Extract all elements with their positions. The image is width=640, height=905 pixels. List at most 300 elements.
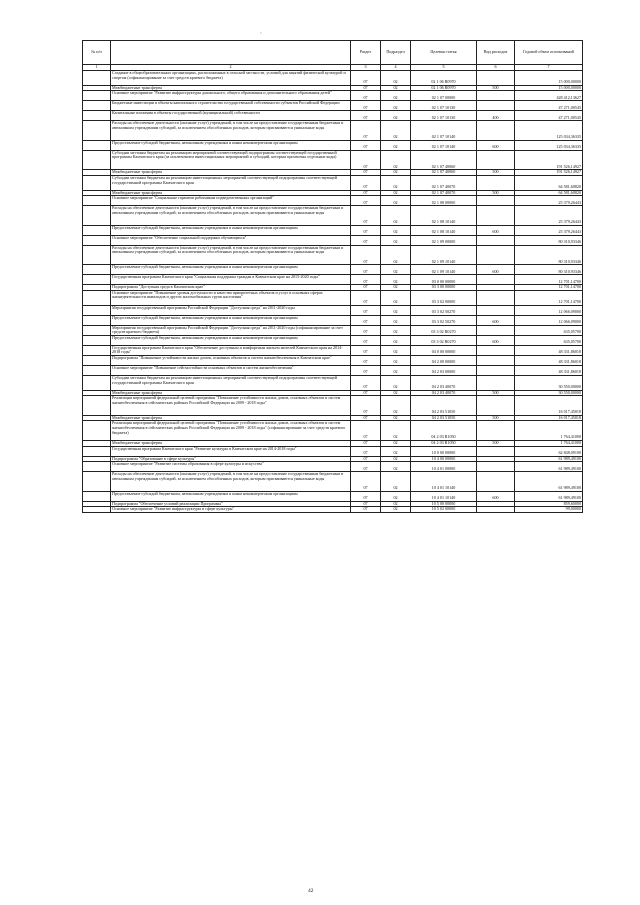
row-section: 07 xyxy=(351,170,381,176)
row-subsection: 02 xyxy=(381,111,411,121)
row-subsection: 02 xyxy=(381,91,411,101)
row-section: 07 xyxy=(351,315,381,325)
row-subsection: 02 xyxy=(381,121,411,141)
row-number-cell xyxy=(83,101,111,111)
row-number-cell xyxy=(83,245,111,265)
row-expense-type xyxy=(477,345,515,355)
row-expense-type: 400 xyxy=(477,111,515,121)
row-amount: 64 581,60820 xyxy=(515,190,583,196)
row-section: 07 xyxy=(351,507,381,513)
row-expense-type xyxy=(477,91,515,101)
table-row xyxy=(83,315,583,325)
table-row xyxy=(83,140,583,150)
row-target: 10 0 00 00000 xyxy=(411,446,477,456)
row-subsection: 02 xyxy=(381,265,411,275)
row-target: 02 1 07 40070 xyxy=(411,175,477,190)
row-name: Предоставление субсидий бюджетным, автономным учреждениям и иным некоммерческим организациям xyxy=(111,315,351,325)
row-expense-type xyxy=(477,121,515,141)
row-amount: 635,05700 xyxy=(515,325,583,335)
row-target: 02 1 07 10140 xyxy=(411,121,477,141)
row-number-cell xyxy=(83,121,111,141)
row-subsection: 02 xyxy=(381,507,411,513)
row-number-cell xyxy=(83,91,111,101)
row-section: 07 xyxy=(351,325,381,335)
row-amount: 48 331,86018 xyxy=(515,345,583,355)
row-name: Расходы на обеспечение деятельности (оказание услуг) учреждений, в том числе на предоставление государственным бюджетным и автономным учреждениям субсидий, за исключением обособленных расходов, которым присваиваются уникальные коды xyxy=(111,206,351,226)
table-row xyxy=(83,206,583,226)
row-target: 03 3 02 50270 xyxy=(411,315,477,325)
row-name: Основное мероприятие "Развитие системы образования в сфере культуры и искусства" xyxy=(111,462,351,472)
table-row xyxy=(83,507,583,513)
row-target: 02 1 08 10140 xyxy=(411,225,477,235)
row-section: 07 xyxy=(351,305,381,315)
table-row xyxy=(83,175,583,190)
row-subsection: 02 xyxy=(381,415,411,421)
row-name: Субсидии местным бюджетам на реализацию инвестиционных мероприятий соответствующей подпрограммы соответствующей государственной программы Камчатского края xyxy=(111,376,351,391)
row-name: Основное мероприятие "Развитие инфраструктуры в сфере культуры" xyxy=(111,507,351,513)
row-amount: 48 331,86018 xyxy=(515,366,583,376)
header-expense-type: Вид расходов xyxy=(477,41,515,65)
row-target: 03 3 02 00000 xyxy=(411,290,477,305)
row-section: 07 xyxy=(351,396,381,416)
row-expense-type: 500 xyxy=(477,390,515,396)
row-target: 04 2 03 40070 xyxy=(411,376,477,391)
row-section: 07 xyxy=(351,366,381,376)
table-row xyxy=(83,421,583,441)
row-subsection: 02 xyxy=(381,456,411,462)
row-expense-type xyxy=(477,305,515,315)
row-expense-type xyxy=(477,376,515,391)
row-amount: 1 764,41000 xyxy=(515,440,583,446)
row-amount: 25 379,26443 xyxy=(515,206,583,226)
row-subsection: 02 xyxy=(381,101,411,111)
row-amount: 80 310,93346 xyxy=(515,235,583,245)
table-row xyxy=(83,446,583,456)
row-section: 07 xyxy=(351,175,381,190)
row-subsection: 02 xyxy=(381,71,411,86)
row-number-cell xyxy=(83,175,111,190)
row-subsection: 02 xyxy=(381,325,411,335)
row-name: Субсидии местным бюджетам на реализацию мероприятий соответствующей подпрограммы соответствующей государственной программы Камчатского края (за исключением инвестиционных мероприятий и субсидий, которым присвоены отдельные коды) xyxy=(111,150,351,170)
column-number: 3 xyxy=(351,65,381,71)
row-number-cell xyxy=(83,275,111,285)
row-section: 07 xyxy=(351,456,381,462)
budget-body xyxy=(83,71,583,513)
row-number-cell xyxy=(83,491,111,501)
row-name: Основное мероприятие "Повышение уровня доступности и качества приоритетных объектов и услуг в основных сферах жизнедеятельности инвалидов и других маломобильных групп населения" xyxy=(111,290,351,305)
row-target: 04 2 03 51050 xyxy=(411,396,477,416)
row-amount: 191 526,14927 xyxy=(515,170,583,176)
row-section: 07 xyxy=(351,190,381,196)
row-section: 07 xyxy=(351,290,381,305)
row-subsection: 02 xyxy=(381,196,411,206)
row-name: Капитальные вложения в объекты государственной (муниципальной) собственности xyxy=(111,111,351,121)
row-number-cell xyxy=(83,462,111,472)
row-expense-type: 500 xyxy=(477,440,515,446)
table-row xyxy=(83,290,583,305)
row-amount: 12 066,09000 xyxy=(515,315,583,325)
row-amount: 16 017,45018 xyxy=(515,396,583,416)
row-name: Субсидии местным бюджетам на реализацию инвестиционных мероприятий соответствующей подпрограммы соответствующей государственной программы Камчатского края xyxy=(111,175,351,190)
header-amount: Годовой объем ассигнований xyxy=(515,41,583,65)
row-subsection: 02 xyxy=(381,285,411,291)
row-name: Расходы на обеспечение деятельности (оказание услуг) учреждений, в том числе на предоставление государственным бюджетным и автономным учреждениям субсидий, за исключением обособленных расходов, которым присваиваются уникальные коды xyxy=(111,472,351,492)
row-number-cell xyxy=(83,446,111,456)
row-number-cell xyxy=(83,111,111,121)
row-section: 07 xyxy=(351,111,381,121)
row-subsection: 02 xyxy=(381,356,411,366)
row-expense-type xyxy=(477,356,515,366)
row-amount: 25 379,26443 xyxy=(515,225,583,235)
table-row xyxy=(83,235,583,245)
column-number: 6 xyxy=(477,65,515,71)
row-amount: 47 271,00545 xyxy=(515,101,583,111)
row-amount: 64 581,60820 xyxy=(515,175,583,190)
row-subsection: 02 xyxy=(381,235,411,245)
column-number: 5 xyxy=(411,65,477,71)
row-section: 07 xyxy=(351,206,381,226)
row-subsection: 02 xyxy=(381,376,411,391)
header-section: Раздел xyxy=(351,41,381,65)
row-target: 02 1 06 R0970 xyxy=(411,71,477,86)
row-section: 07 xyxy=(351,101,381,111)
header-name xyxy=(111,41,351,65)
row-number-cell xyxy=(83,140,111,150)
row-section: 07 xyxy=(351,335,381,345)
row-target: 02 1 07 10130 xyxy=(411,111,477,121)
row-name: Подпрограмма "Доступная среда в Камчатском крае" xyxy=(111,285,351,291)
table-row xyxy=(83,462,583,472)
column-number: 4 xyxy=(381,65,411,71)
row-amount: 1 764,41000 xyxy=(515,421,583,441)
row-target: 10 5 02 00000 xyxy=(411,507,477,513)
row-amount: 30 550,00000 xyxy=(515,390,583,396)
row-target: 02 1 09 10140 xyxy=(411,245,477,265)
row-name: Основное мероприятие "Социальные гарантии работникам подведомственных организаций" xyxy=(111,196,351,206)
row-subsection: 02 xyxy=(381,335,411,345)
table-row xyxy=(83,366,583,376)
row-amount: 191 526,14927 xyxy=(515,150,583,170)
row-expense-type xyxy=(477,421,515,441)
row-section: 07 xyxy=(351,85,381,91)
row-section: 07 xyxy=(351,356,381,366)
table-row xyxy=(83,305,583,315)
row-name: Предоставление субсидий бюджетным, автономным учреждениям и иным некоммерческим организациям xyxy=(111,140,351,150)
row-number-cell xyxy=(83,196,111,206)
row-amount: 16 017,45018 xyxy=(515,415,583,421)
row-number-cell xyxy=(83,150,111,170)
row-number-cell xyxy=(83,335,111,345)
row-subsection: 02 xyxy=(381,491,411,501)
row-section: 07 xyxy=(351,265,381,275)
row-expense-type xyxy=(477,245,515,265)
row-subsection: 02 xyxy=(381,305,411,315)
row-subsection: 02 xyxy=(381,245,411,265)
table-row xyxy=(83,150,583,170)
row-subsection: 02 xyxy=(381,396,411,416)
row-expense-type xyxy=(477,366,515,376)
table-row xyxy=(83,472,583,492)
row-subsection: 02 xyxy=(381,345,411,355)
row-name: Межбюджетные трансферты xyxy=(111,190,351,196)
row-expense-type xyxy=(477,472,515,492)
row-target: 03 3 02 R0270 xyxy=(411,325,477,335)
row-subsection: 02 xyxy=(381,421,411,441)
row-amount: 61 989,49100 xyxy=(515,462,583,472)
row-section: 07 xyxy=(351,421,381,441)
row-number-cell xyxy=(83,507,111,513)
table-row xyxy=(83,325,583,335)
row-target: 02 1 07 40060 xyxy=(411,170,477,176)
row-number-cell xyxy=(83,235,111,245)
row-target: 04 2 03 R1050 xyxy=(411,440,477,446)
row-amount: 61 989,49100 xyxy=(515,491,583,501)
row-name: Бюджетные инвестиции в объекты капитального строительства государственной собственности субъектов Российской Федерации xyxy=(111,101,351,111)
row-target: 10 5 00 00000 xyxy=(411,501,477,507)
row-name: Предоставление субсидий бюджетным, автономным учреждениям и иным некоммерческим организациям xyxy=(111,491,351,501)
row-expense-type: 600 xyxy=(477,315,515,325)
row-amount: 62 848,09100 xyxy=(515,446,583,456)
row-number-cell xyxy=(83,472,111,492)
row-target: 02 1 08 00000 xyxy=(411,196,477,206)
row-subsection: 02 xyxy=(381,85,411,91)
row-section: 07 xyxy=(351,71,381,86)
row-section: 07 xyxy=(351,491,381,501)
row-number-cell xyxy=(83,396,111,416)
row-expense-type xyxy=(477,325,515,335)
row-number-cell xyxy=(83,356,111,366)
row-amount: 859,60000 xyxy=(515,501,583,507)
row-target: 02 1 07 40060 xyxy=(411,150,477,170)
row-subsection: 02 xyxy=(381,206,411,226)
row-target: 02 1 06 R0970 xyxy=(411,85,477,91)
row-amount: 428 412,13627 xyxy=(515,91,583,101)
row-name: Основное мероприятие "Развитие инфраструктуры дошкольного, общего образования и дополнительного образования детей" xyxy=(111,91,351,101)
row-expense-type: 600 xyxy=(477,491,515,501)
row-name: Расходы на обеспечение деятельности (оказание услуг) учреждений, в том числе на предоставление государственным бюджетным и автономным учреждениям субсидий, за исключением обособленных расходов, которым присваиваются уникальные коды xyxy=(111,245,351,265)
row-expense-type: 500 xyxy=(477,190,515,196)
row-name: Межбюджетные трансферты xyxy=(111,85,351,91)
row-number-cell xyxy=(83,265,111,275)
row-number-cell xyxy=(83,421,111,441)
row-target: 03 3 02 50270 xyxy=(411,305,477,315)
row-expense-type xyxy=(477,446,515,456)
row-name: Мероприятия государственной программы Российской Федерации "Доступная среда" на 2011-2020 годы xyxy=(111,305,351,315)
row-expense-type xyxy=(477,175,515,190)
row-target: 02 1 09 10140 xyxy=(411,265,477,275)
row-section: 07 xyxy=(351,196,381,206)
row-expense-type xyxy=(477,150,515,170)
row-amount: 15 000,00000 xyxy=(515,71,583,86)
row-target: 02 1 07 10140 xyxy=(411,140,477,150)
row-amount: 80 310,93346 xyxy=(515,265,583,275)
row-name: Создание в общеобразовательных организациях, расположенных в сельской местности, условий для занятий физической культурой и спортом (софинансирование за счет средств краевого бюджета) xyxy=(111,71,351,86)
table-row xyxy=(83,335,583,345)
row-expense-type: 500 xyxy=(477,415,515,421)
row-number-cell xyxy=(83,345,111,355)
row-expense-type xyxy=(477,396,515,416)
row-section: 07 xyxy=(351,91,381,101)
row-number-cell xyxy=(83,366,111,376)
row-target: 03 0 00 00000 xyxy=(411,275,477,285)
table-row xyxy=(83,491,583,501)
row-target: 04 2 00 00000 xyxy=(411,356,477,366)
column-number: 1 xyxy=(83,65,111,71)
row-expense-type xyxy=(477,275,515,285)
row-amount: 12 066,09000 xyxy=(515,305,583,315)
row-number-cell xyxy=(83,206,111,226)
row-number-cell xyxy=(83,376,111,391)
row-expense-type: 500 xyxy=(477,170,515,176)
row-name: Государственная программа Камчатского края "Обеспечение доступным и комфортным жильем жителей Камчатского края на 2014-2018 годы" xyxy=(111,345,351,355)
row-name: Предоставление субсидий бюджетным, автономным учреждениям и иным некоммерческим организациям xyxy=(111,335,351,345)
row-target: 02 1 07 10130 xyxy=(411,101,477,111)
row-target: 04 2 03 00000 xyxy=(411,366,477,376)
row-target: 02 1 07 40070 xyxy=(411,190,477,196)
row-subsection: 02 xyxy=(381,150,411,170)
header-target: Целевая статья xyxy=(411,41,477,65)
row-amount: 80 310,93346 xyxy=(515,245,583,265)
budget-table xyxy=(82,40,583,513)
row-number-cell xyxy=(83,305,111,315)
row-subsection: 02 xyxy=(381,501,411,507)
row-name: Подпрограмма "Обеспечение условий реализации Программы" xyxy=(111,501,351,507)
row-target: 03 3 00 00000 xyxy=(411,285,477,291)
row-name: Мероприятия государственной программы Российской Федерации "Доступная среда" на 2011-2020 годы (софинансирование за счет средств краевого бюджета) xyxy=(111,325,351,335)
row-subsection: 02 xyxy=(381,190,411,196)
row-amount: 30 550,00000 xyxy=(515,376,583,391)
row-name: Расходы на обеспечение деятельности (оказание услуг) учреждений, в том числе на предоставление государственным бюджетным и автономным учреждениям субсидий, за исключением обособленных расходов, которым присваиваются уникальные коды xyxy=(111,121,351,141)
row-subsection: 02 xyxy=(381,290,411,305)
stray-mark: ˎ xyxy=(260,28,262,34)
row-name: Реализация мероприятий федеральной целевой программы "Повышение устойчивости жилых домов, основных объектов и систем жизнеобеспечения в сейсмических районах Российской Федерации на 2009 - 2018 годы" (софинансирование за счет средств краевого бюджета) xyxy=(111,421,351,441)
header-subsection: Подраздел xyxy=(381,41,411,65)
row-name: Основное мероприятие "Повышение сейсмостойкости основных объектов и систем жизнеобеспечения" xyxy=(111,366,351,376)
column-number: 2 xyxy=(111,65,351,71)
row-amount: 47 271,00545 xyxy=(515,111,583,121)
row-number-cell xyxy=(83,71,111,86)
row-name: Подпрограмма "Образование в сфере культуры" xyxy=(111,456,351,462)
row-subsection: 02 xyxy=(381,446,411,456)
row-target: 10 4 01 10140 xyxy=(411,472,477,492)
row-section: 07 xyxy=(351,225,381,235)
row-number-cell xyxy=(83,225,111,235)
row-name: Государственная программа Камчатского края "Социальная поддержка граждан в Камчатском крае на 2015-2020 годы" xyxy=(111,275,351,285)
row-name: Государственная программа Камчатского края "Развитие культуры в Камчатском крае на 2014-2018 годы" xyxy=(111,446,351,456)
row-expense-type xyxy=(477,462,515,472)
row-section: 07 xyxy=(351,150,381,170)
row-amount: 48 331,86018 xyxy=(515,356,583,366)
row-section: 07 xyxy=(351,140,381,150)
table-row xyxy=(83,396,583,416)
row-section: 07 xyxy=(351,446,381,456)
row-expense-type xyxy=(477,196,515,206)
row-number-cell xyxy=(83,290,111,305)
row-name: Реализация мероприятий федеральной целевой программы "Повышение устойчивости жилых домов, основных объектов и систем жизнеобеспечения в сейсмических районах Российской Федерации на 2009 - 2018 годы" xyxy=(111,396,351,416)
row-section: 07 xyxy=(351,472,381,492)
row-target: 10 4 01 00000 xyxy=(411,462,477,472)
table-row xyxy=(83,111,583,121)
row-expense-type xyxy=(477,71,515,86)
row-name: Межбюджетные трансферты xyxy=(111,170,351,176)
row-expense-type xyxy=(477,235,515,245)
row-name: Межбюджетные трансферты xyxy=(111,390,351,396)
row-section: 07 xyxy=(351,245,381,265)
row-name: Предоставление субсидий бюджетным, автономным учреждениям и иным некоммерческим организациям xyxy=(111,225,351,235)
row-subsection: 02 xyxy=(381,275,411,285)
row-section: 07 xyxy=(351,462,381,472)
row-number-cell xyxy=(83,315,111,325)
row-section: 07 xyxy=(351,345,381,355)
row-amount: 61 989,49100 xyxy=(515,456,583,462)
table-row xyxy=(83,225,583,235)
row-target: 02 1 08 10140 xyxy=(411,206,477,226)
row-subsection: 02 xyxy=(381,462,411,472)
row-section: 07 xyxy=(351,440,381,446)
table-row xyxy=(83,196,583,206)
row-expense-type: 600 xyxy=(477,265,515,275)
row-target: 03 3 02 R0270 xyxy=(411,335,477,345)
table-row xyxy=(83,275,583,285)
row-target: 04 0 00 00000 xyxy=(411,345,477,355)
row-target: 04 2 03 R1050 xyxy=(411,421,477,441)
row-name: Подпрограмма "Повышение устойчивости жилых домов, основных объектов и систем жизнеобеспечения в Камчатском крае" xyxy=(111,356,351,366)
table-row xyxy=(83,245,583,265)
page-number: 42 xyxy=(308,888,314,894)
row-section: 07 xyxy=(351,285,381,291)
row-target: 10 4 01 10140 xyxy=(411,491,477,501)
table-row xyxy=(83,121,583,141)
row-expense-type: 500 xyxy=(477,85,515,91)
table-row xyxy=(83,265,583,275)
row-expense-type xyxy=(477,101,515,111)
row-expense-type xyxy=(477,507,515,513)
header-row xyxy=(83,41,583,65)
row-target: 10 4 00 00000 xyxy=(411,456,477,462)
row-expense-type xyxy=(477,206,515,226)
row-subsection: 02 xyxy=(381,390,411,396)
table-row xyxy=(83,91,583,101)
row-section: 07 xyxy=(351,275,381,285)
table-row xyxy=(83,101,583,111)
row-subsection: 02 xyxy=(381,170,411,176)
row-subsection: 02 xyxy=(381,225,411,235)
row-amount: 61 989,49100 xyxy=(515,472,583,492)
row-section: 07 xyxy=(351,235,381,245)
row-subsection: 02 xyxy=(381,440,411,446)
table-row xyxy=(83,376,583,391)
row-name: Предоставление субсидий бюджетным, автономным учреждениям и иным некоммерческим организациям xyxy=(111,265,351,275)
row-target: 04 2 03 51050 xyxy=(411,415,477,421)
header-num: № п/п xyxy=(83,41,111,65)
row-subsection: 02 xyxy=(381,366,411,376)
row-amount: 99,00000 xyxy=(515,507,583,513)
row-amount: 12 701,14700 xyxy=(515,275,583,285)
table-row xyxy=(83,356,583,366)
row-amount: 12 701,14700 xyxy=(515,285,583,291)
row-expense-type: 600 xyxy=(477,140,515,150)
row-amount: 125 034,36335 xyxy=(515,121,583,141)
table-row xyxy=(83,345,583,355)
row-section: 07 xyxy=(351,501,381,507)
row-subsection: 02 xyxy=(381,140,411,150)
row-section: 07 xyxy=(351,376,381,391)
row-section: 07 xyxy=(351,390,381,396)
row-target: 04 2 03 40070 xyxy=(411,390,477,396)
row-name: Межбюджетные трансферты xyxy=(111,440,351,446)
row-section: 07 xyxy=(351,121,381,141)
column-number: 7 xyxy=(515,65,583,71)
